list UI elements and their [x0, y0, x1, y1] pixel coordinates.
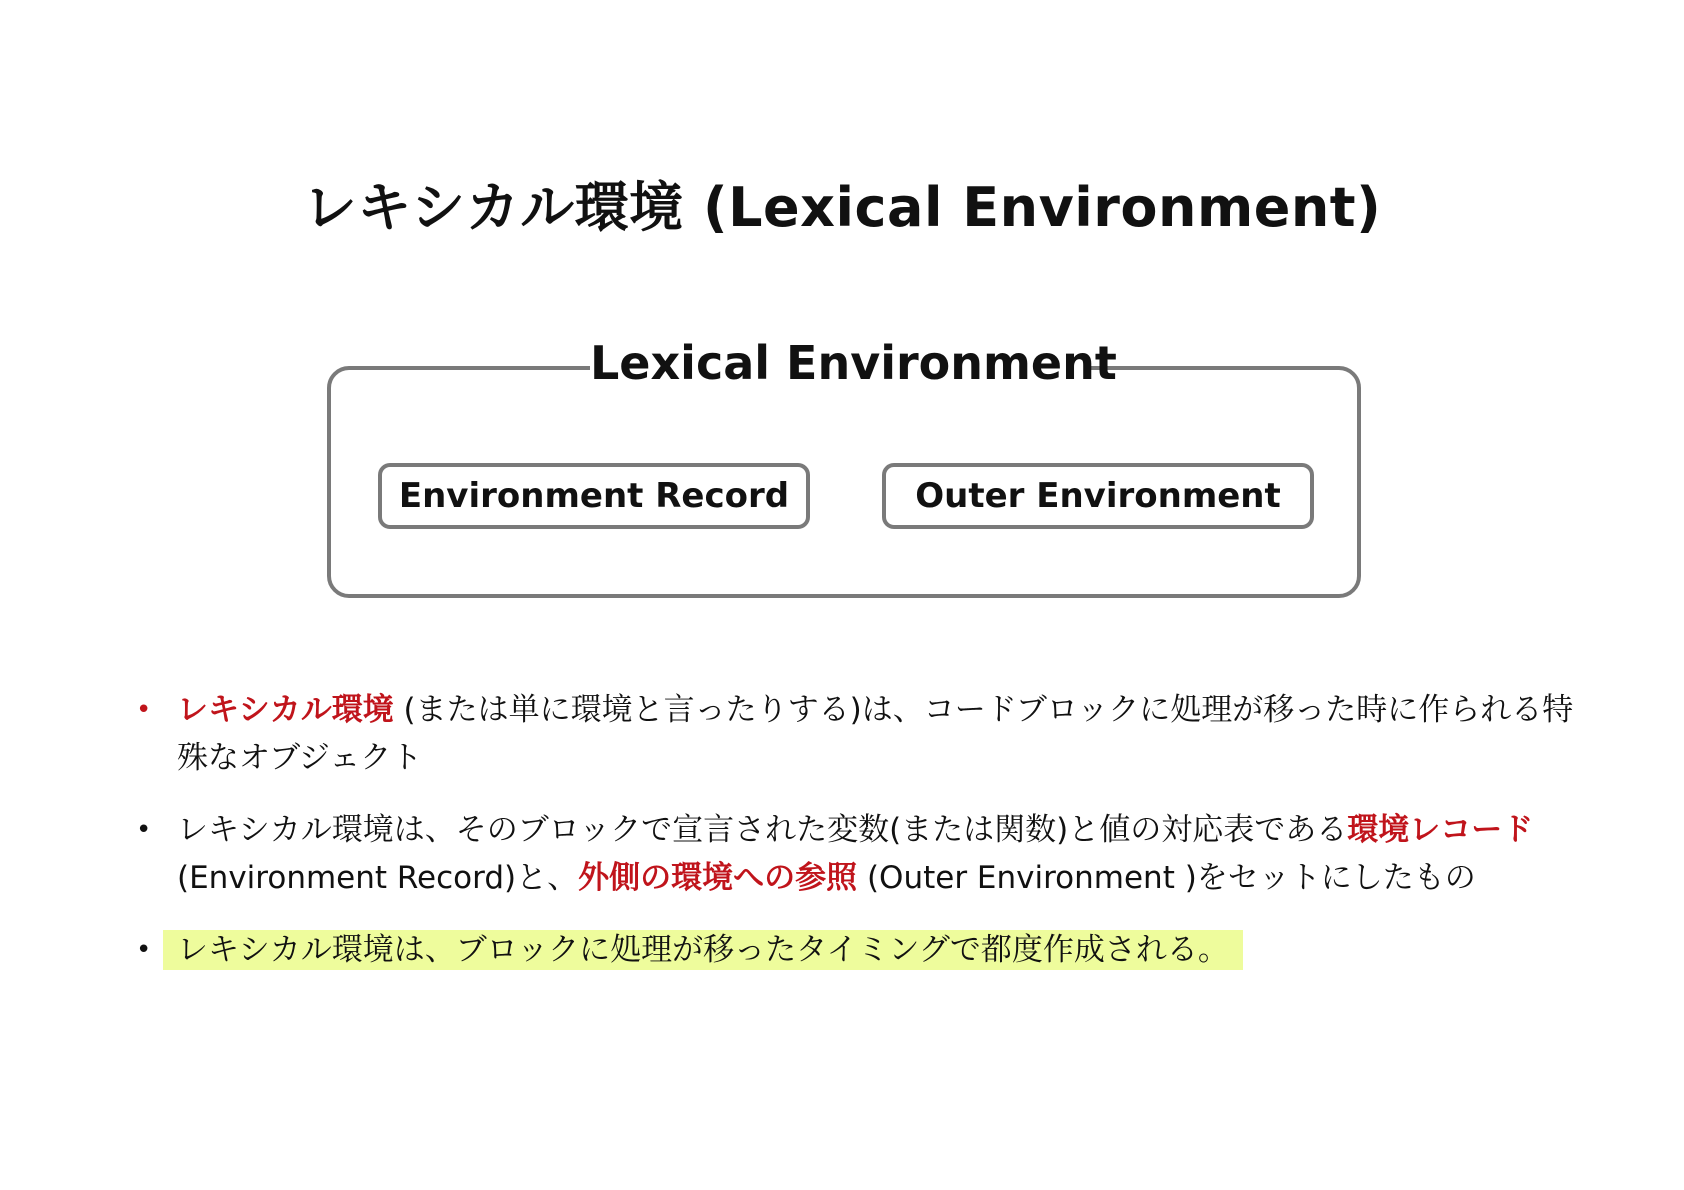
lexical-environment-box — [327, 366, 1361, 598]
bullet-text: (または単に環境と言ったりする)は、コードブロックに処理が移った時に作られる特殊なオブジェクト — [177, 692, 1574, 776]
outer-environment-label: Outer Environment — [915, 476, 1281, 516]
outer-environment-box — [882, 463, 1314, 529]
term-lexical-environment: レキシカル環境 — [177, 692, 394, 728]
bullet-text: (Environment Record)と、 — [177, 860, 579, 896]
bullet-marker: • — [136, 935, 152, 965]
term-outer-reference: 外側の環境への参照 — [578, 860, 858, 896]
bullet-text: (Outer Environment )をセットにしたもの — [857, 860, 1476, 896]
bullet-marker: • — [136, 815, 152, 845]
highlighted-text: レキシカル環境は、ブロックに処理が移ったタイミングで都度作成される。 — [163, 930, 1243, 970]
bullet-marker: • — [136, 695, 152, 725]
environment-record-label: Environment Record — [398, 476, 790, 516]
bullet-list — [128, 686, 1578, 998]
slide-title: レキシカル環境 (Lexical Environment) — [302, 176, 1382, 239]
bullet-item-1 — [128, 686, 1578, 782]
environment-record-box — [378, 463, 810, 529]
bullet-text: レキシカル環境は、そのブロックで宣言された変数(または関数)と値の対応表である — [177, 812, 1348, 848]
lexical-environment-label: Lexical Environment — [590, 336, 1117, 390]
bullet-item-3 — [128, 926, 1578, 974]
bullet-item-2 — [128, 806, 1578, 902]
term-environment-record: 環境レコード — [1347, 812, 1534, 848]
